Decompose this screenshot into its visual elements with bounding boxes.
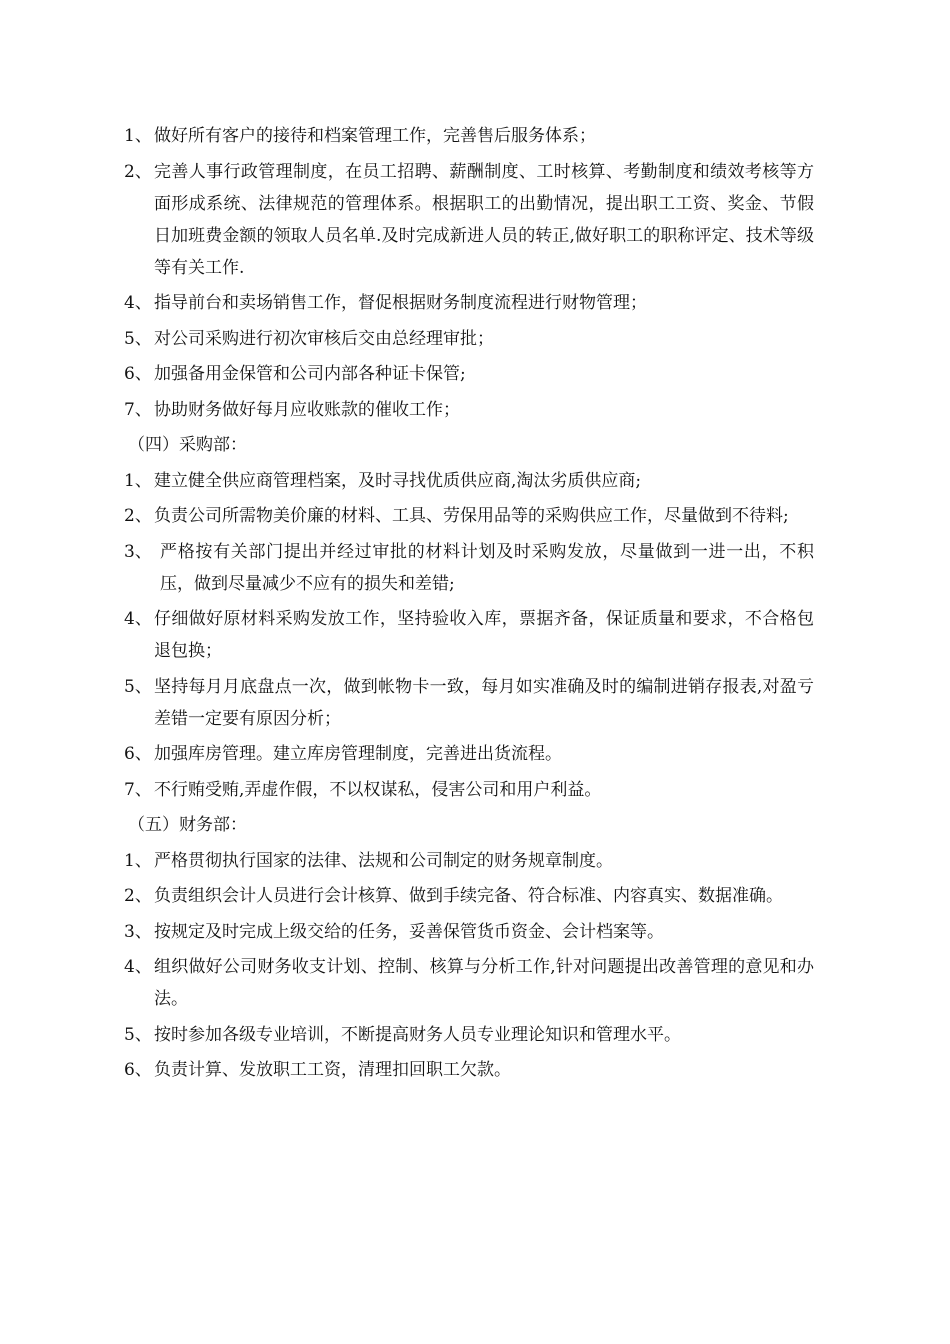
item-text: 按时参加各级专业培训，不断提高财务人员专业理论知识和管理水平。 xyxy=(154,1024,681,1045)
item-number: 6、 xyxy=(124,364,152,384)
item-text: 加强备用金保管和公司内部各种证卡保管; xyxy=(154,364,466,384)
item-text: 按规定及时完成上级交给的任务，妥善保管货币资金、会计档案等。 xyxy=(154,921,664,942)
item-number: 7、 xyxy=(124,399,152,420)
list-item xyxy=(124,880,814,912)
section-heading-finance: （五）财务部： xyxy=(128,815,247,835)
list-item xyxy=(124,394,814,426)
section-heading-purchasing: （四）采购部： xyxy=(128,435,247,455)
list-item xyxy=(124,465,814,497)
item-text: 对公司采购进行初次审核后交由总经理审批； xyxy=(154,328,494,349)
item-text: 建立健全供应商管理档案，及时寻找优质供应商,淘汰劣质供应商; xyxy=(154,470,642,491)
item-number: 1、 xyxy=(124,126,152,146)
item-number: 2、 xyxy=(124,161,152,182)
list-item xyxy=(124,1019,814,1051)
item-number: 3、 xyxy=(124,921,152,942)
list-item xyxy=(124,120,814,152)
item-text: 严格按有关部门提出并经过审批的材料计划及时采购发放，尽量做到一进一出，不积压，做到尽量减少不应有的损失和差错; xyxy=(160,541,814,594)
item-number: 4、 xyxy=(124,293,152,313)
item-number: 4、 xyxy=(124,609,152,629)
item-number: 7、 xyxy=(124,779,152,800)
list-item xyxy=(124,287,814,319)
list-item xyxy=(124,500,814,532)
item-number: 6、 xyxy=(124,744,152,764)
item-text: 组织做好公司财务收支计划、控制、核算与分析工作,针对问题提出改善管理的意见和办法。 xyxy=(154,957,814,1009)
item-text: 严格贯彻执行国家的法律、法规和公司制定的财务规章制度。 xyxy=(154,850,613,871)
item-number: 5、 xyxy=(124,1024,152,1045)
list-item xyxy=(124,536,814,600)
list-item xyxy=(124,358,814,390)
list-item xyxy=(124,738,814,770)
item-text: 负责公司所需物美价廉的材料、工具、劳保用品等的采购供应工作，尽量做到不待料; xyxy=(154,506,789,526)
item-number: 5、 xyxy=(124,328,152,349)
item-number: 5、 xyxy=(124,676,152,697)
list-item xyxy=(124,603,814,667)
list-item xyxy=(124,845,814,877)
item-number: 2、 xyxy=(124,506,152,526)
list-item xyxy=(124,916,814,948)
list-item xyxy=(124,671,814,735)
item-text: 加强库房管理。建立库房管理制度，完善进出货流程。 xyxy=(154,744,562,764)
list-item xyxy=(124,774,814,806)
item-text: 坚持每月月底盘点一次，做到帐物卡一致，每月如实准确及时的编制进销存报表,对盈亏差错一定要有原因分析； xyxy=(154,676,814,729)
item-number: 1、 xyxy=(124,850,152,871)
item-text: 不行贿受贿,弄虚作假，不以权谋私，侵害公司和用户利益。 xyxy=(154,779,602,800)
item-number: 2、 xyxy=(124,886,152,906)
item-number: 4、 xyxy=(124,957,152,977)
list-item xyxy=(124,1054,814,1086)
item-text: 完善人事行政管理制度，在员工招聘、薪酬制度、工时核算、考勤制度和绩效考核等方面形成系统、法律规范的管理体系。根据职工的出勤情况，提出职工工资、奖金、节假日加班费金额的领取人员名单.及时完成新进人员的转正,做好职工的职称评定、技术等级等有关工作. xyxy=(154,161,814,278)
item-text: 做好所有客户的接待和档案管理工作，完善售后服务体系； xyxy=(154,126,596,146)
item-number: 3、 xyxy=(124,541,152,562)
item-text: 仔细做好原材料采购发放工作，坚持验收入库，票据齐备，保证质量和要求，不合格包退包换； xyxy=(154,609,814,661)
item-text: 协助财务做好每月应收账款的催收工作； xyxy=(154,399,460,420)
item-text: 负责计算、发放职工工资，清理扣回职工欠款。 xyxy=(154,1060,511,1080)
item-text: 负责组织会计人员进行会计核算、做到手续完备、符合标准、内容真实、数据准确。 xyxy=(154,886,783,906)
item-number: 1、 xyxy=(124,470,152,491)
item-text: 指导前台和卖场销售工作，督促根据财务制度流程进行财物管理； xyxy=(154,293,647,313)
list-item xyxy=(124,951,814,1015)
list-item xyxy=(124,156,814,284)
item-number: 6、 xyxy=(124,1060,152,1080)
list-item xyxy=(124,323,814,355)
document-body xyxy=(124,120,814,1090)
